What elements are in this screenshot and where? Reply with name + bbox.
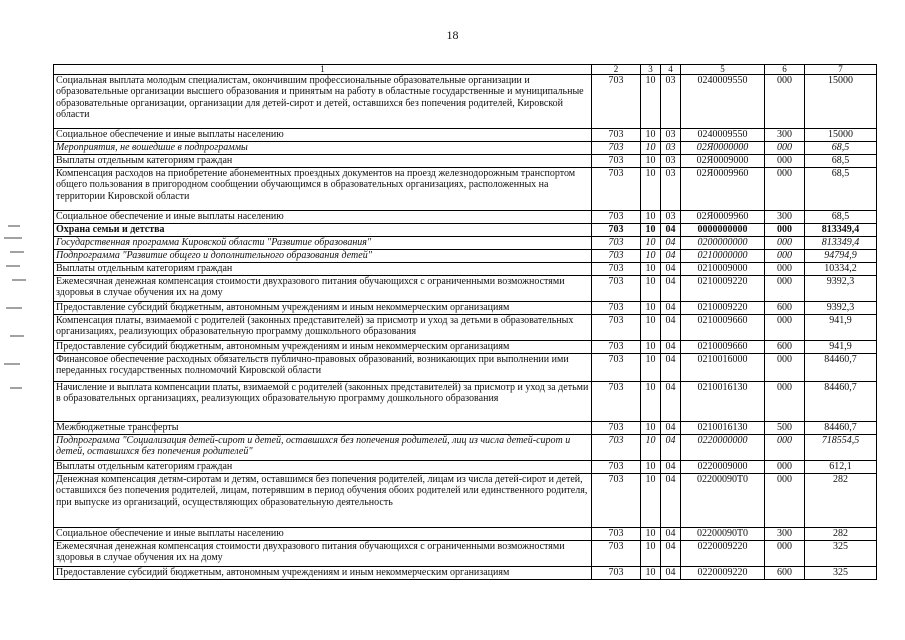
- expense-type-cell: 000: [765, 263, 805, 276]
- expense-type-cell: 600: [765, 567, 805, 580]
- budget-code-cell: 703: [592, 422, 641, 435]
- description-cell: Государственная программа Кировской области "Развитие образования": [54, 237, 592, 250]
- expense-type-cell: 000: [765, 382, 805, 422]
- target-article-cell: 02Я0009960: [681, 211, 765, 224]
- target-article-cell: 0210009220: [681, 276, 765, 302]
- table-row: [54, 474, 877, 528]
- description-cell: Предоставление субсидий бюджетным, автономным учреждениям и иным некоммерческим организациям: [54, 341, 592, 354]
- expense-type-cell: 000: [765, 168, 805, 211]
- table-row: [54, 541, 877, 567]
- budget-code-cell: 703: [592, 276, 641, 302]
- subsection-cell: 04: [661, 315, 681, 341]
- amount-cell: 282: [805, 528, 877, 541]
- table-row: [54, 354, 877, 382]
- description-cell: Выплаты отдельным категориям граждан: [54, 155, 592, 168]
- amount-cell: 325: [805, 541, 877, 567]
- section-cell: 10: [641, 435, 661, 461]
- table-row: [54, 528, 877, 541]
- table-row: [54, 224, 877, 237]
- amount-cell: 282: [805, 474, 877, 528]
- amount-cell: 718554,5: [805, 435, 877, 461]
- amount-cell: 813349,4: [805, 237, 877, 250]
- amount-cell: 9392,3: [805, 302, 877, 315]
- header-cell-7: 7: [805, 65, 877, 75]
- amount-cell: 68,5: [805, 142, 877, 155]
- amount-cell: 10334,2: [805, 263, 877, 276]
- target-article-cell: 0210009660: [681, 341, 765, 354]
- target-article-cell: 02200090Т0: [681, 528, 765, 541]
- budget-code-cell: 703: [592, 155, 641, 168]
- budget-code-cell: 703: [592, 315, 641, 341]
- section-cell: 10: [641, 528, 661, 541]
- section-cell: 10: [641, 422, 661, 435]
- budget-code-cell: 703: [592, 302, 641, 315]
- section-cell: 10: [641, 263, 661, 276]
- section-cell: 10: [641, 237, 661, 250]
- table-row: [54, 382, 877, 422]
- table-row: [54, 315, 877, 341]
- budget-table: [53, 64, 877, 580]
- target-article-cell: 0220009000: [681, 461, 765, 474]
- subsection-cell: 04: [661, 263, 681, 276]
- table-row: [54, 250, 877, 263]
- expense-type-cell: 000: [765, 142, 805, 155]
- description-cell: Ежемесячная денежная компенсация стоимости двухразового питания обучающихся с ограниченными возможностями здоровья в случае обучения их на дому: [54, 541, 592, 567]
- table-row: [54, 341, 877, 354]
- margin-scan-marks: [0, 218, 40, 398]
- table-row: [54, 75, 877, 129]
- expense-type-cell: 000: [765, 315, 805, 341]
- expense-type-cell: 000: [765, 541, 805, 567]
- subsection-cell: 04: [661, 435, 681, 461]
- section-cell: 10: [641, 211, 661, 224]
- budget-code-cell: 703: [592, 168, 641, 211]
- header-cell-1: 1: [54, 65, 592, 75]
- budget-code-cell: 703: [592, 341, 641, 354]
- header-cell-4: 4: [661, 65, 681, 75]
- budget-code-cell: 703: [592, 211, 641, 224]
- expense-type-cell: 300: [765, 211, 805, 224]
- description-cell: Выплаты отдельным категориям граждан: [54, 461, 592, 474]
- target-article-cell: 0220009220: [681, 567, 765, 580]
- budget-code-cell: 703: [592, 541, 641, 567]
- table-row: [54, 263, 877, 276]
- description-cell: Компенсация расходов на приобретение абонементных проездных документов на проезд железнодорожным транспортом общего пользования в пригородном сообщении обучающимся в образовательных организациях, расположенных на территории Кировской области: [54, 168, 592, 211]
- subsection-cell: 04: [661, 302, 681, 315]
- section-cell: 10: [641, 382, 661, 422]
- amount-cell: 68,5: [805, 211, 877, 224]
- subsection-cell: 04: [661, 474, 681, 528]
- subsection-cell: 04: [661, 276, 681, 302]
- description-cell: Начисление и выплата компенсации платы, взимаемой с родителей (законных представителей) за присмотр и уход за детьми в образовательных организациях, реализующих образовательную программу дошкольного образования: [54, 382, 592, 422]
- budget-code-cell: 703: [592, 382, 641, 422]
- expense-type-cell: 300: [765, 528, 805, 541]
- subsection-cell: 03: [661, 129, 681, 142]
- amount-cell: 84460,7: [805, 382, 877, 422]
- section-cell: 10: [641, 224, 661, 237]
- budget-code-cell: 703: [592, 435, 641, 461]
- target-article-cell: 0240009550: [681, 75, 765, 129]
- description-cell: Социальное обеспечение и иные выплаты населению: [54, 129, 592, 142]
- target-article-cell: 0220009220: [681, 541, 765, 567]
- subsection-cell: 04: [661, 541, 681, 567]
- description-cell: Предоставление субсидий бюджетным, автономным учреждениям и иным некоммерческим организациям: [54, 567, 592, 580]
- section-cell: 10: [641, 155, 661, 168]
- budget-code-cell: 703: [592, 75, 641, 129]
- amount-cell: 84460,7: [805, 422, 877, 435]
- expense-type-cell: 000: [765, 250, 805, 263]
- amount-cell: 15000: [805, 75, 877, 129]
- budget-code-cell: 703: [592, 224, 641, 237]
- description-cell: Мероприятия, не вошедшие в подпрограммы: [54, 142, 592, 155]
- subsection-cell: 03: [661, 168, 681, 211]
- section-cell: 10: [641, 541, 661, 567]
- section-cell: 10: [641, 474, 661, 528]
- target-article-cell: 0200000000: [681, 237, 765, 250]
- table-row: [54, 567, 877, 580]
- expense-type-cell: 600: [765, 302, 805, 315]
- description-cell: Предоставление субсидий бюджетным, автономным учреждениям и иным некоммерческим организациям: [54, 302, 592, 315]
- amount-cell: 325: [805, 567, 877, 580]
- table-row: [54, 142, 877, 155]
- section-cell: 10: [641, 250, 661, 263]
- amount-cell: 9392,3: [805, 276, 877, 302]
- subsection-cell: 03: [661, 75, 681, 129]
- target-article-cell: 02200090Т0: [681, 474, 765, 528]
- description-cell: Ежемесячная денежная компенсация стоимости двухразового питания обучающихся с ограниченными возможностями здоровья в случае обучения их на дому: [54, 276, 592, 302]
- amount-cell: 68,5: [805, 168, 877, 211]
- amount-cell: 94794,9: [805, 250, 877, 263]
- section-cell: 10: [641, 129, 661, 142]
- expense-type-cell: 000: [765, 435, 805, 461]
- header-cell-3: 3: [641, 65, 661, 75]
- budget-code-cell: 703: [592, 461, 641, 474]
- table-row: [54, 422, 877, 435]
- description-cell: Выплаты отдельным категориям граждан: [54, 263, 592, 276]
- table-row: [54, 237, 877, 250]
- description-cell: Охрана семьи и детства: [54, 224, 592, 237]
- target-article-cell: 0210000000: [681, 250, 765, 263]
- budget-code-cell: 703: [592, 129, 641, 142]
- expense-type-cell: 000: [765, 474, 805, 528]
- section-cell: 10: [641, 461, 661, 474]
- subsection-cell: 03: [661, 142, 681, 155]
- section-cell: 10: [641, 142, 661, 155]
- target-article-cell: 0210009660: [681, 315, 765, 341]
- table-row: [54, 211, 877, 224]
- table-row: [54, 461, 877, 474]
- expense-type-cell: 000: [765, 461, 805, 474]
- target-article-cell: 0220000000: [681, 435, 765, 461]
- table-row: [54, 155, 877, 168]
- section-cell: 10: [641, 354, 661, 382]
- budget-code-cell: 703: [592, 250, 641, 263]
- table-row: [54, 302, 877, 315]
- budget-code-cell: 703: [592, 354, 641, 382]
- description-cell: Социальное обеспечение и иные выплаты населению: [54, 528, 592, 541]
- expense-type-cell: 500: [765, 422, 805, 435]
- table-row: [54, 276, 877, 302]
- header-cell-5: 5: [681, 65, 765, 75]
- subsection-cell: 04: [661, 354, 681, 382]
- section-cell: 10: [641, 75, 661, 129]
- section-cell: 10: [641, 168, 661, 211]
- section-cell: 10: [641, 567, 661, 580]
- subsection-cell: 04: [661, 461, 681, 474]
- budget-code-cell: 703: [592, 567, 641, 580]
- target-article-cell: 0210016000: [681, 354, 765, 382]
- budget-code-cell: 703: [592, 263, 641, 276]
- target-article-cell: 0210009220: [681, 302, 765, 315]
- description-cell: Компенсация платы, взимаемой с родителей (законных представителей) за присмотр и уход за детьми в образовательных организациях, реализующих образовательную программу дошкольного образования: [54, 315, 592, 341]
- table-row: [54, 129, 877, 142]
- table-row: [54, 435, 877, 461]
- section-cell: 10: [641, 315, 661, 341]
- budget-code-cell: 703: [592, 237, 641, 250]
- target-article-cell: 0210009000: [681, 263, 765, 276]
- budget-code-cell: 703: [592, 142, 641, 155]
- amount-cell: 68,5: [805, 155, 877, 168]
- target-article-cell: 02Я0009960: [681, 168, 765, 211]
- section-cell: 10: [641, 276, 661, 302]
- budget-code-cell: 703: [592, 528, 641, 541]
- section-cell: 10: [641, 341, 661, 354]
- target-article-cell: 0210016130: [681, 422, 765, 435]
- description-cell: Подпрограмма "Развитие общего и дополнительного образования детей": [54, 250, 592, 263]
- description-cell: Подпрограмма "Социализация детей-сирот и детей, оставшихся без попечения родителей, лиц из числа детей-сирот и детей, оставшихся без попечения родителей": [54, 435, 592, 461]
- subsection-cell: 03: [661, 211, 681, 224]
- target-article-cell: 0000000000: [681, 224, 765, 237]
- header-cell-6: 6: [765, 65, 805, 75]
- subsection-cell: 03: [661, 155, 681, 168]
- amount-cell: 941,9: [805, 315, 877, 341]
- amount-cell: 813349,4: [805, 224, 877, 237]
- budget-code-cell: 703: [592, 474, 641, 528]
- subsection-cell: 04: [661, 250, 681, 263]
- target-article-cell: 02Я0009000: [681, 155, 765, 168]
- description-cell: Социальное обеспечение и иные выплаты населению: [54, 211, 592, 224]
- expense-type-cell: 000: [765, 276, 805, 302]
- target-article-cell: 0210016130: [681, 382, 765, 422]
- subsection-cell: 04: [661, 224, 681, 237]
- description-cell: Межбюджетные трансферты: [54, 422, 592, 435]
- amount-cell: 15000: [805, 129, 877, 142]
- subsection-cell: 04: [661, 567, 681, 580]
- amount-cell: 84460,7: [805, 354, 877, 382]
- expense-type-cell: 600: [765, 341, 805, 354]
- subsection-cell: 04: [661, 528, 681, 541]
- amount-cell: 941,9: [805, 341, 877, 354]
- subsection-cell: 04: [661, 422, 681, 435]
- amount-cell: 612,1: [805, 461, 877, 474]
- expense-type-cell: 300: [765, 129, 805, 142]
- page-number: 18: [446, 28, 459, 42]
- description-cell: Финансовое обеспечение расходных обязательств публично-правовых образований, возникающих при выполнении ими переданных государственных полномочий Кировской области: [54, 354, 592, 382]
- section-cell: 10: [641, 302, 661, 315]
- expense-type-cell: 000: [765, 224, 805, 237]
- subsection-cell: 04: [661, 341, 681, 354]
- description-cell: Денежная компенсация детям-сиротам и детям, оставшимся без попечения родителей, лицам из числа детей-сирот и детей, оставшихся без попечения родителей, лицам, потерявшим в период обучения обоих родителей или единственного родителя, при выпуске из организаций, осуществляющих образовательную деятельность: [54, 474, 592, 528]
- expense-type-cell: 000: [765, 354, 805, 382]
- expense-type-cell: 000: [765, 155, 805, 168]
- subsection-cell: 04: [661, 382, 681, 422]
- subsection-cell: 04: [661, 237, 681, 250]
- target-article-cell: 0240009550: [681, 129, 765, 142]
- expense-type-cell: 000: [765, 75, 805, 129]
- table-header-row: [54, 65, 877, 75]
- header-cell-2: 2: [592, 65, 641, 75]
- description-cell: Социальная выплата молодым специалистам, окончившим профессиональные образовательные организации и образовательные организации высшего образования и принятым на работу в областные государственные и муниципальные образовательные организации, организации для детей-сирот и детей, оставшихся без попечения родителей, Кировской области: [54, 75, 592, 129]
- target-article-cell: 02Я0000000: [681, 142, 765, 155]
- table-row: [54, 168, 877, 211]
- expense-type-cell: 000: [765, 237, 805, 250]
